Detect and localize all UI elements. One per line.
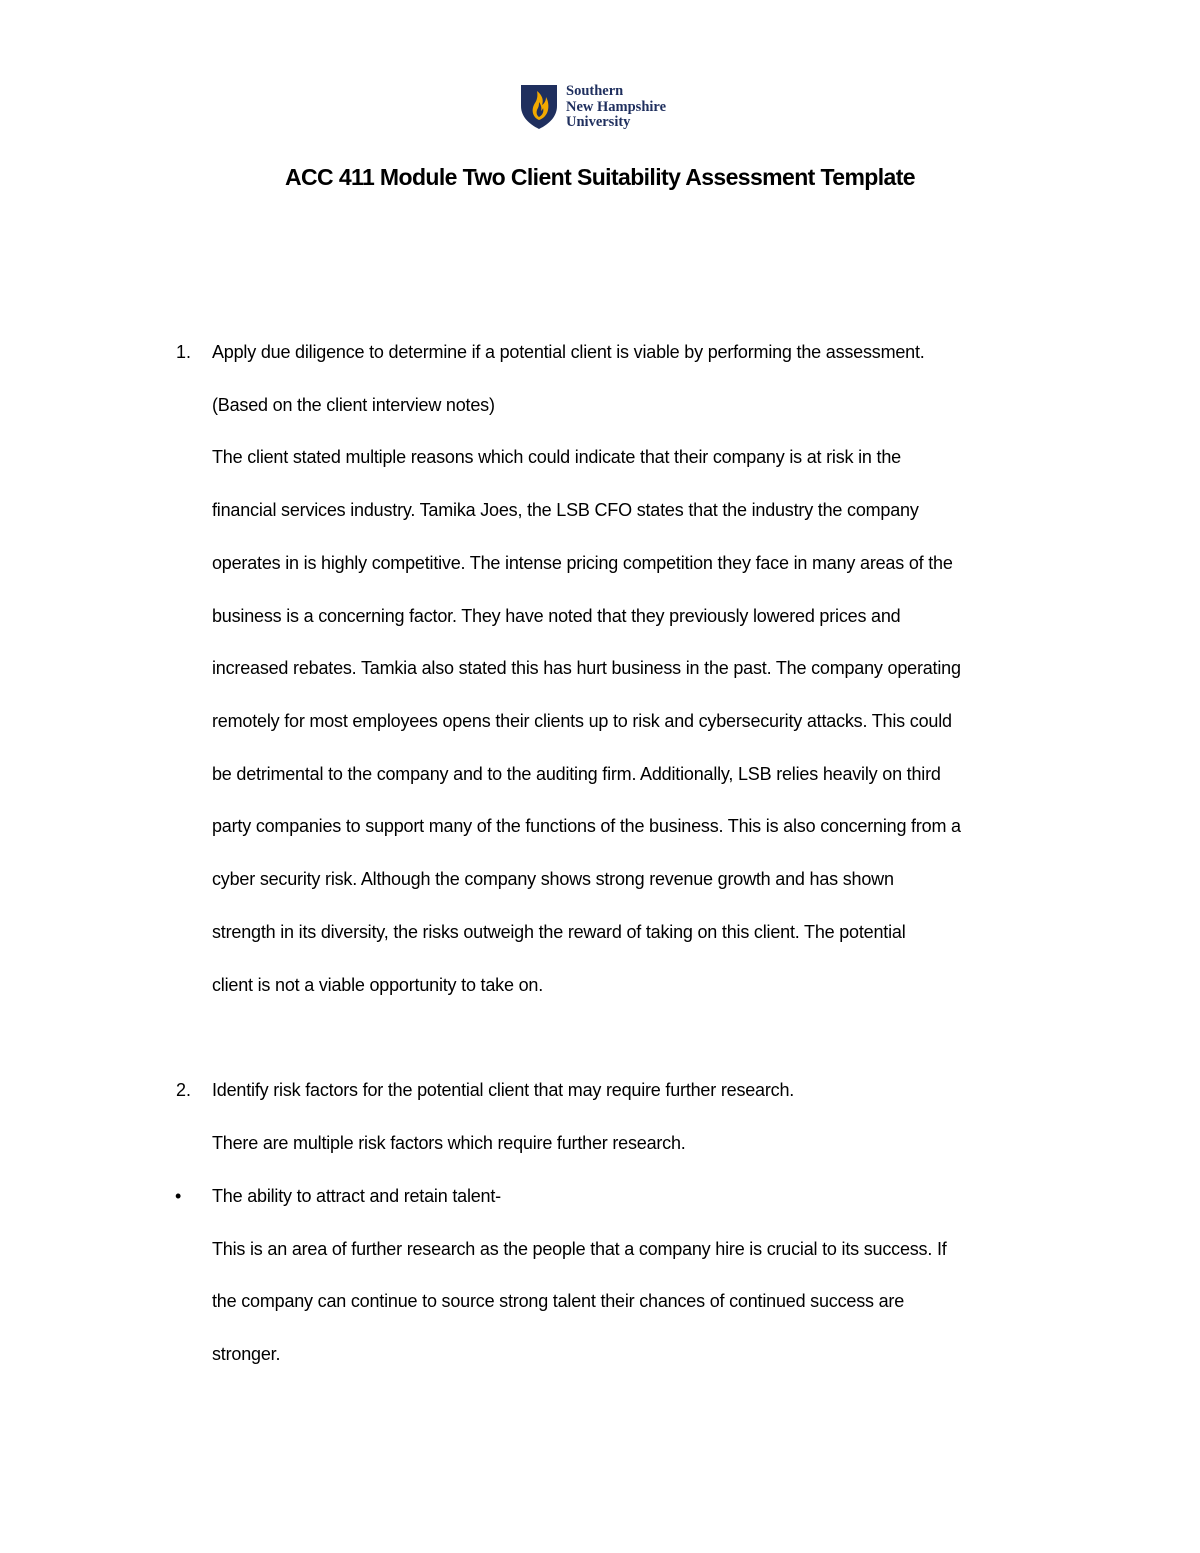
paragraph-line: strength in its diversity, the risks outweigh the reward of taking on this client. The potential (212, 922, 906, 942)
logo-line: New Hampshire (566, 98, 667, 115)
paragraph-line: the company can continue to source strong talent their chances of continued success are (212, 1291, 905, 1311)
paragraph-line: There are multiple risk factors which require further research. (212, 1133, 686, 1153)
section1-prompt: Apply due diligence to determine if a potential client is viable by performing the assessment. (212, 342, 925, 362)
bullet-heading: The ability to attract and retain talent- (212, 1186, 501, 1206)
section2-prompt: Identify risk factors for the potential client that may require further research. (212, 1080, 795, 1100)
logo-line: University (566, 114, 631, 130)
paragraph-line: increased rebates. Tamkia also stated this has hurt business in the past. The company operating (212, 658, 961, 678)
logo-wordmark (566, 84, 666, 131)
paragraph-line: (Based on the client interview notes) (212, 395, 495, 415)
paragraph-line: operates in is highly competitive. The intense pricing competition they face in many areas of the (212, 553, 953, 573)
university-logo (520, 84, 666, 131)
paragraph-line: The client stated multiple reasons which could indicate that their company is at risk in the (212, 447, 901, 467)
paragraph-line: party companies to support many of the functions of the business. This is also concerning from a (212, 816, 961, 836)
logo-line: Southern (566, 83, 624, 99)
paragraph-line: cyber security risk. Although the company shows strong revenue growth and has shown (212, 869, 894, 889)
paragraph-line: business is a concerning factor. They have noted that they previously lowered prices and (212, 606, 901, 626)
paragraph-line: client is not a viable opportunity to take on. (212, 975, 544, 995)
list-number: 1. (176, 342, 192, 362)
paragraph-line: remotely for most employees opens their clients up to risk and cybersecurity attacks. This could (212, 711, 952, 731)
shield-flame-icon (520, 84, 558, 130)
list-number: 2. (176, 1080, 192, 1100)
paragraph-line: stronger. (212, 1344, 281, 1364)
bullet-marker: • (175, 1186, 182, 1206)
paragraph-line: financial services industry. Tamika Joes, the LSB CFO states that the industry the company (212, 500, 919, 520)
document-title: ACC 411 Module Two Client Suitability Assessment Template (285, 164, 915, 190)
paragraph-line: This is an area of further research as the people that a company hire is crucial to its success. If (212, 1239, 947, 1259)
paragraph-line: be detrimental to the company and to the auditing firm. Additionally, LSB relies heavily on third (212, 764, 941, 784)
